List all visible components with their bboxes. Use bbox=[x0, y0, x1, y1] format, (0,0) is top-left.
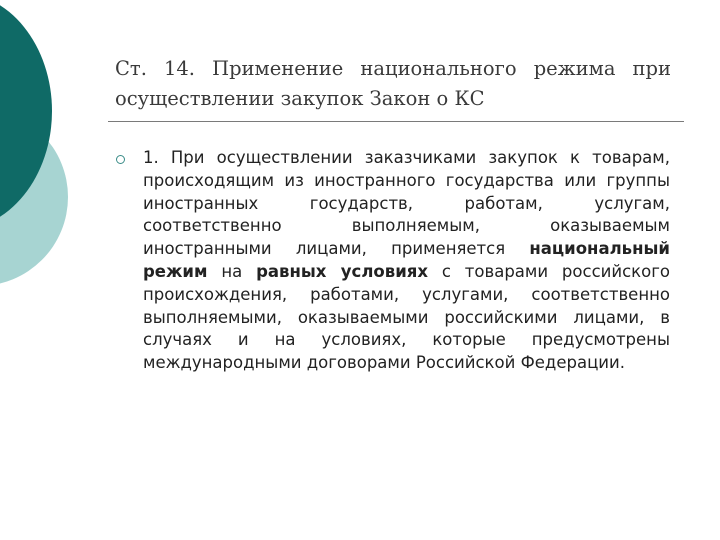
body-part-3: с товарами российского происхождения, работами, услугами, соответственно выполняемыми, оказываемыми российскими лицами, в случаях и на условиях, которые предусмотрены международными договорами Российской Федерации. bbox=[143, 261, 670, 373]
body-bold-national-regime: национальный режим bbox=[143, 239, 670, 281]
body-bold-equal-conditions: равных условиях bbox=[256, 261, 428, 281]
bullet-circle-icon bbox=[116, 155, 125, 164]
body-part-2: на bbox=[207, 261, 257, 281]
body-part-1: 1. При осуществлении заказчиками закупок к товарам, происходящим из иностранного государства или группы иностранных государств, работам, услугам, соответственно выполняемым, оказываемым иностранными лицами, применяется bbox=[143, 148, 670, 259]
title-line-1: Ст. 14. Применение национального режима при bbox=[115, 57, 671, 80]
slide-title bbox=[115, 54, 671, 114]
title-line-2: осуществлении закупок Закон о КС bbox=[115, 87, 485, 110]
bullet-text bbox=[143, 147, 670, 375]
title-divider bbox=[108, 121, 684, 122]
